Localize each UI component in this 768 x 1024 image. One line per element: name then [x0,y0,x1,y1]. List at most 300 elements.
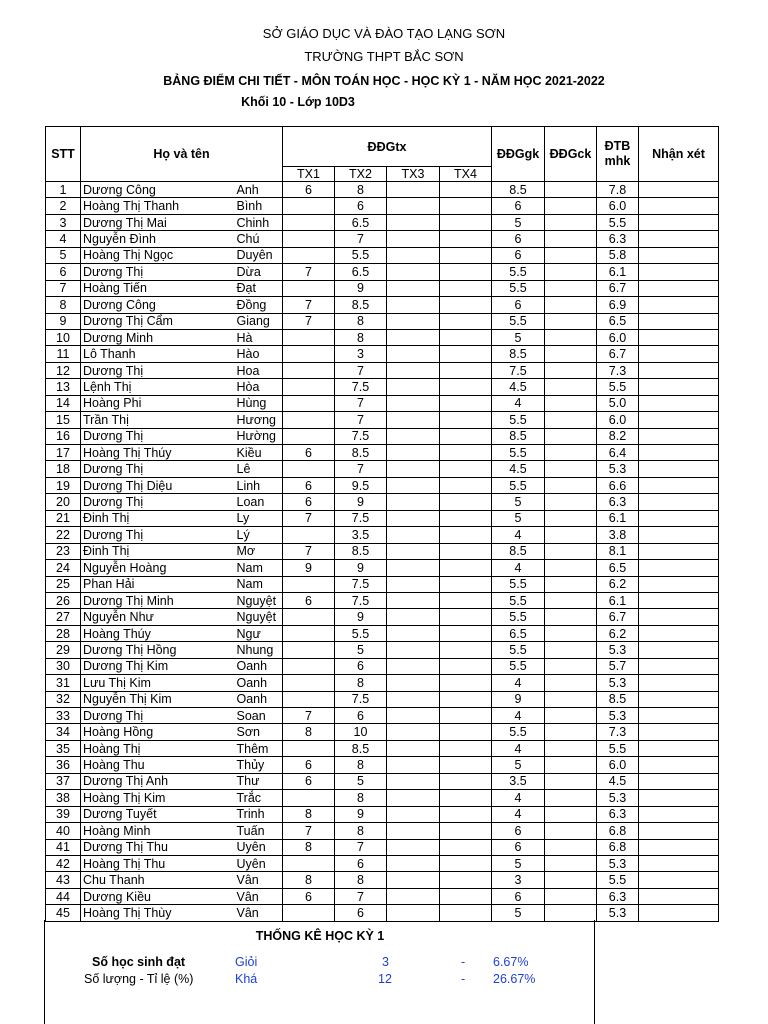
cell-stt: 25 [46,576,81,592]
table-row [46,806,719,822]
cell-tx2: 5.5 [335,625,387,641]
cell-ddgck [545,560,597,576]
cell-tx2: 7.5 [335,379,387,395]
cell-note [639,691,719,707]
cell-first-name: Dương Thị Kim [81,658,235,674]
cell-tx3 [387,445,440,461]
cell-tx1: 6 [283,757,335,773]
cell-note [639,362,719,378]
cell-tx4 [440,609,492,625]
cell-tx2: 6.5 [335,214,387,230]
cell-stt: 39 [46,806,81,822]
cell-tx1: 7 [283,264,335,280]
cell-first-name: Nguyễn Đình [81,231,235,247]
cell-tx2: 7 [335,231,387,247]
cell-first-name: Dương Thị [81,494,235,510]
table-row [46,379,719,395]
cell-note [639,872,719,888]
cell-tx3 [387,527,440,543]
cell-dtb: 5.3 [597,790,639,806]
cell-ddgck [545,527,597,543]
cell-dtb: 5.5 [597,214,639,230]
cell-note [639,740,719,756]
cell-ddgck [545,724,597,740]
cell-note [639,839,719,855]
cell-tx1 [283,576,335,592]
cell-last-name: Hương [235,412,283,428]
stats-rank-2: Khá [235,972,258,986]
header-tx4: TX4 [440,167,492,182]
cell-note [639,214,719,230]
cell-tx3 [387,658,440,674]
cell-ddggk: 4 [492,560,545,576]
cell-ddggk: 6 [492,823,545,839]
cell-ddgck [545,576,597,592]
cell-tx1: 7 [283,510,335,526]
cell-tx4 [440,231,492,247]
cell-note [639,231,719,247]
cell-last-name: Hòa [235,379,283,395]
cell-tx2: 7.5 [335,592,387,608]
cell-ddggk: 4 [492,806,545,822]
cell-tx4 [440,346,492,362]
cell-tx1 [283,395,335,411]
cell-dtb: 5.3 [597,905,639,921]
cell-tx4 [440,477,492,493]
cell-tx3 [387,182,440,198]
cell-tx3 [387,379,440,395]
cell-tx2: 7 [335,839,387,855]
cell-first-name: Hoàng Thị Thùy [81,905,235,921]
cell-tx3 [387,313,440,329]
cell-tx4 [440,675,492,691]
cell-tx3 [387,560,440,576]
cell-tx2: 9 [335,560,387,576]
cell-dtb: 6.3 [597,888,639,904]
cell-ddggk: 5.5 [492,609,545,625]
cell-dtb: 6.0 [597,198,639,214]
cell-tx3 [387,477,440,493]
table-row [46,823,719,839]
table-row [46,231,719,247]
cell-dtb: 3.8 [597,527,639,543]
cell-dtb: 6.1 [597,264,639,280]
cell-note [639,428,719,444]
cell-first-name: Dương Thị Diệu [81,477,235,493]
cell-stt: 22 [46,527,81,543]
cell-tx1 [283,379,335,395]
cell-dtb: 8.5 [597,691,639,707]
cell-note [639,806,719,822]
cell-first-name: Dương Thị Cẩm [81,313,235,329]
cell-note [639,477,719,493]
cell-tx2: 9 [335,609,387,625]
cell-ddggk: 5.5 [492,264,545,280]
cell-tx1 [283,855,335,871]
cell-ddggk: 4.5 [492,461,545,477]
cell-tx3 [387,395,440,411]
cell-dtb: 5.7 [597,658,639,674]
stats-pct-2: 26.67% [493,972,536,986]
cell-dtb: 5.3 [597,675,639,691]
cell-note [639,642,719,658]
cell-tx1 [283,691,335,707]
cell-ddggk: 8.5 [492,182,545,198]
cell-stt: 2 [46,198,81,214]
cell-tx1 [283,247,335,263]
cell-first-name: Hoàng Thị Kim [81,790,235,806]
cell-tx3 [387,625,440,641]
stats-title: THỐNG KÊ HỌC KỲ 1 [255,929,385,943]
cell-tx4 [440,527,492,543]
cell-ddgck [545,740,597,756]
cell-dtb: 8.2 [597,428,639,444]
cell-tx3 [387,740,440,756]
cell-dtb: 6.9 [597,297,639,313]
table-row [46,297,719,313]
cell-dtb: 6.1 [597,592,639,608]
cell-first-name: Dương Thị Mai [81,214,235,230]
cell-tx1 [283,642,335,658]
cell-dtb: 4.5 [597,773,639,789]
cell-ddgck [545,231,597,247]
cell-last-name: Nam [235,560,283,576]
stats-label-achieved: Số học sinh đạt [92,955,186,969]
cell-tx3 [387,231,440,247]
cell-tx4 [440,708,492,724]
cell-ddgck [545,592,597,608]
cell-tx2: 9 [335,280,387,296]
cell-first-name: Dương Thị Thu [81,839,235,855]
cell-ddggk: 5.5 [492,592,545,608]
cell-dtb: 7.3 [597,724,639,740]
cell-first-name: Dương Thị Minh [81,592,235,608]
cell-note [639,560,719,576]
cell-tx3 [387,642,440,658]
cell-tx3 [387,592,440,608]
cell-ddgck [545,510,597,526]
cell-stt: 24 [46,560,81,576]
cell-last-name: Vân [235,905,283,921]
cell-last-name: Lê [235,461,283,477]
cell-stt: 15 [46,412,81,428]
cell-note [639,297,719,313]
cell-ddggk: 5.5 [492,658,545,674]
cell-last-name: Tuấn [235,823,283,839]
table-row [46,642,719,658]
cell-dtb: 6.0 [597,412,639,428]
cell-ddgck [545,247,597,263]
cell-ddggk: 9 [492,691,545,707]
stats-left-border [44,920,45,1024]
cell-tx4 [440,313,492,329]
cell-tx3 [387,329,440,345]
cell-note [639,510,719,526]
cell-tx2: 9 [335,806,387,822]
cell-tx2: 8 [335,313,387,329]
cell-last-name: Bình [235,198,283,214]
cell-dtb: 6.0 [597,329,639,345]
table-row [46,839,719,855]
cell-first-name: Lệnh Thị [81,379,235,395]
table-row [46,329,719,345]
cell-stt: 1 [46,182,81,198]
cell-ddgck [545,773,597,789]
cell-tx1: 9 [283,560,335,576]
cell-tx4 [440,379,492,395]
cell-note [639,182,719,198]
cell-tx3 [387,855,440,871]
cell-stt: 44 [46,888,81,904]
cell-first-name: Lưu Thị Kim [81,675,235,691]
cell-dtb: 6.3 [597,806,639,822]
cell-tx2: 8.5 [335,740,387,756]
cell-stt: 40 [46,823,81,839]
cell-last-name: Hoa [235,362,283,378]
cell-ddggk: 6 [492,198,545,214]
cell-tx3 [387,362,440,378]
cell-last-name: Uyên [235,855,283,871]
cell-dtb: 6.7 [597,280,639,296]
cell-stt: 10 [46,329,81,345]
cell-ddgck [545,445,597,461]
cell-tx1: 8 [283,839,335,855]
cell-dtb: 6.2 [597,576,639,592]
cell-ddggk: 5.5 [492,642,545,658]
cell-stt: 30 [46,658,81,674]
cell-last-name: Oanh [235,658,283,674]
cell-tx3 [387,428,440,444]
header-note: Nhận xét [639,127,719,182]
cell-last-name: Thủy [235,757,283,773]
cell-dtb: 8.1 [597,543,639,559]
cell-ddggk: 5 [492,855,545,871]
cell-ddggk: 5 [492,329,545,345]
cell-ddggk: 5.5 [492,445,545,461]
cell-note [639,329,719,345]
cell-stt: 6 [46,264,81,280]
cell-dtb: 5.8 [597,247,639,263]
cell-first-name: Hoàng Thu [81,757,235,773]
cell-tx2: 8.5 [335,445,387,461]
cell-tx1: 6 [283,592,335,608]
cell-first-name: Nguyễn Thị Kim [81,691,235,707]
cell-tx4 [440,280,492,296]
cell-stt: 5 [46,247,81,263]
cell-ddgck [545,395,597,411]
cell-last-name: Nguyệt [235,609,283,625]
cell-ddggk: 4 [492,790,545,806]
cell-last-name: Hào [235,346,283,362]
table-row [46,773,719,789]
cell-first-name: Dương Công [81,297,235,313]
cell-tx2: 8 [335,182,387,198]
cell-dtb: 6.8 [597,823,639,839]
cell-first-name: Dương Thị [81,708,235,724]
table-row [46,313,719,329]
cell-dtb: 6.3 [597,231,639,247]
cell-tx2: 7 [335,395,387,411]
cell-ddgck [545,708,597,724]
cell-ddggk: 8.5 [492,543,545,559]
cell-note [639,445,719,461]
cell-stt: 17 [46,445,81,461]
cell-stt: 21 [46,510,81,526]
cell-tx3 [387,757,440,773]
cell-ddgck [545,280,597,296]
cell-dtb: 6.3 [597,494,639,510]
cell-note [639,198,719,214]
table-row [46,609,719,625]
cell-tx1: 7 [283,543,335,559]
cell-note [639,543,719,559]
cell-last-name: Nguyệt [235,592,283,608]
cell-ddggk: 6 [492,231,545,247]
cell-dtb: 5.3 [597,855,639,871]
cell-ddgck [545,362,597,378]
cell-ddgck [545,609,597,625]
cell-tx2: 8 [335,757,387,773]
cell-ddgck [545,428,597,444]
cell-tx4 [440,806,492,822]
cell-tx1 [283,658,335,674]
cell-note [639,675,719,691]
cell-stt: 13 [46,379,81,395]
cell-first-name: Hoàng Minh [81,823,235,839]
cell-ddggk: 6 [492,839,545,855]
cell-tx4 [440,872,492,888]
cell-ddgck [545,313,597,329]
cell-tx3 [387,543,440,559]
cell-last-name: Vân [235,888,283,904]
cell-last-name: Thêm [235,740,283,756]
cell-note [639,905,719,921]
cell-note [639,625,719,641]
cell-note [639,790,719,806]
cell-tx4 [440,592,492,608]
cell-tx2: 3.5 [335,527,387,543]
cell-first-name: Dương Minh [81,329,235,345]
cell-tx2: 8.5 [335,297,387,313]
cell-last-name: Lý [235,527,283,543]
cell-note [639,576,719,592]
cell-stt: 20 [46,494,81,510]
table-row [46,362,719,378]
cell-last-name: Vân [235,872,283,888]
cell-tx2: 8 [335,675,387,691]
cell-ddggk: 5 [492,757,545,773]
cell-tx4 [440,329,492,345]
cell-ddgck [545,214,597,230]
table-row [46,592,719,608]
cell-dtb: 5.5 [597,740,639,756]
cell-stt: 4 [46,231,81,247]
cell-tx4 [440,642,492,658]
cell-first-name: Phan Hải [81,576,235,592]
cell-stt: 11 [46,346,81,362]
cell-ddggk: 4 [492,395,545,411]
table-row [46,182,719,198]
cell-stt: 31 [46,675,81,691]
cell-first-name: Dương Thị Anh [81,773,235,789]
cell-stt: 8 [46,297,81,313]
cell-tx2: 7 [335,412,387,428]
header-ddgtx: ĐĐGtx [283,127,492,167]
cell-first-name: Dương Thị [81,461,235,477]
table-row [46,905,719,921]
cell-ddgck [545,412,597,428]
cell-dtb: 5.5 [597,872,639,888]
stats-count-2: 12 [378,972,392,986]
cell-stt: 35 [46,740,81,756]
cell-note [639,247,719,263]
cell-ddgck [545,872,597,888]
cell-tx1: 6 [283,477,335,493]
cell-last-name: Anh [235,182,283,198]
cell-tx1 [283,280,335,296]
cell-tx4 [440,461,492,477]
cell-tx1: 6 [283,182,335,198]
cell-note [639,264,719,280]
cell-ddggk: 5.5 [492,576,545,592]
cell-tx2: 6 [335,855,387,871]
cell-dtb: 7.3 [597,362,639,378]
cell-ddgck [545,477,597,493]
header-dtb: ĐTB mhk [597,127,639,182]
table-row [46,855,719,871]
header-ddggk: ĐĐGgk [492,127,545,182]
cell-tx2: 8 [335,790,387,806]
table-row [46,691,719,707]
cell-ddgck [545,691,597,707]
stats-dash-1: - [461,955,466,969]
cell-first-name: Dương Thị [81,362,235,378]
cell-ddggk: 3.5 [492,773,545,789]
cell-note [639,724,719,740]
cell-tx1: 6 [283,445,335,461]
cell-stt: 23 [46,543,81,559]
cell-last-name: Ly [235,510,283,526]
cell-last-name: Kiều [235,445,283,461]
cell-first-name: Dương Tuyết [81,806,235,822]
table-row [46,740,719,756]
table-row [46,658,719,674]
cell-tx2: 7.5 [335,428,387,444]
header-ddgck: ĐĐGck [545,127,597,182]
header-name: Họ và tên [81,127,283,182]
cell-last-name: Đạt [235,280,283,296]
cell-dtb: 5.0 [597,395,639,411]
table-row [46,264,719,280]
cell-tx4 [440,494,492,510]
cell-tx2: 7 [335,461,387,477]
cell-tx1 [283,329,335,345]
table-row [46,790,719,806]
cell-dtb: 7.8 [597,182,639,198]
cell-stt: 43 [46,872,81,888]
stats-pct-1: 6.67% [493,955,529,969]
cell-tx1: 7 [283,297,335,313]
table-row [46,675,719,691]
table-row [46,888,719,904]
cell-ddgck [545,790,597,806]
cell-tx1 [283,346,335,362]
cell-ddggk: 4 [492,708,545,724]
cell-last-name: Thư [235,773,283,789]
cell-ddggk: 4 [492,527,545,543]
cell-last-name: Đồng [235,297,283,313]
table-row [46,412,719,428]
